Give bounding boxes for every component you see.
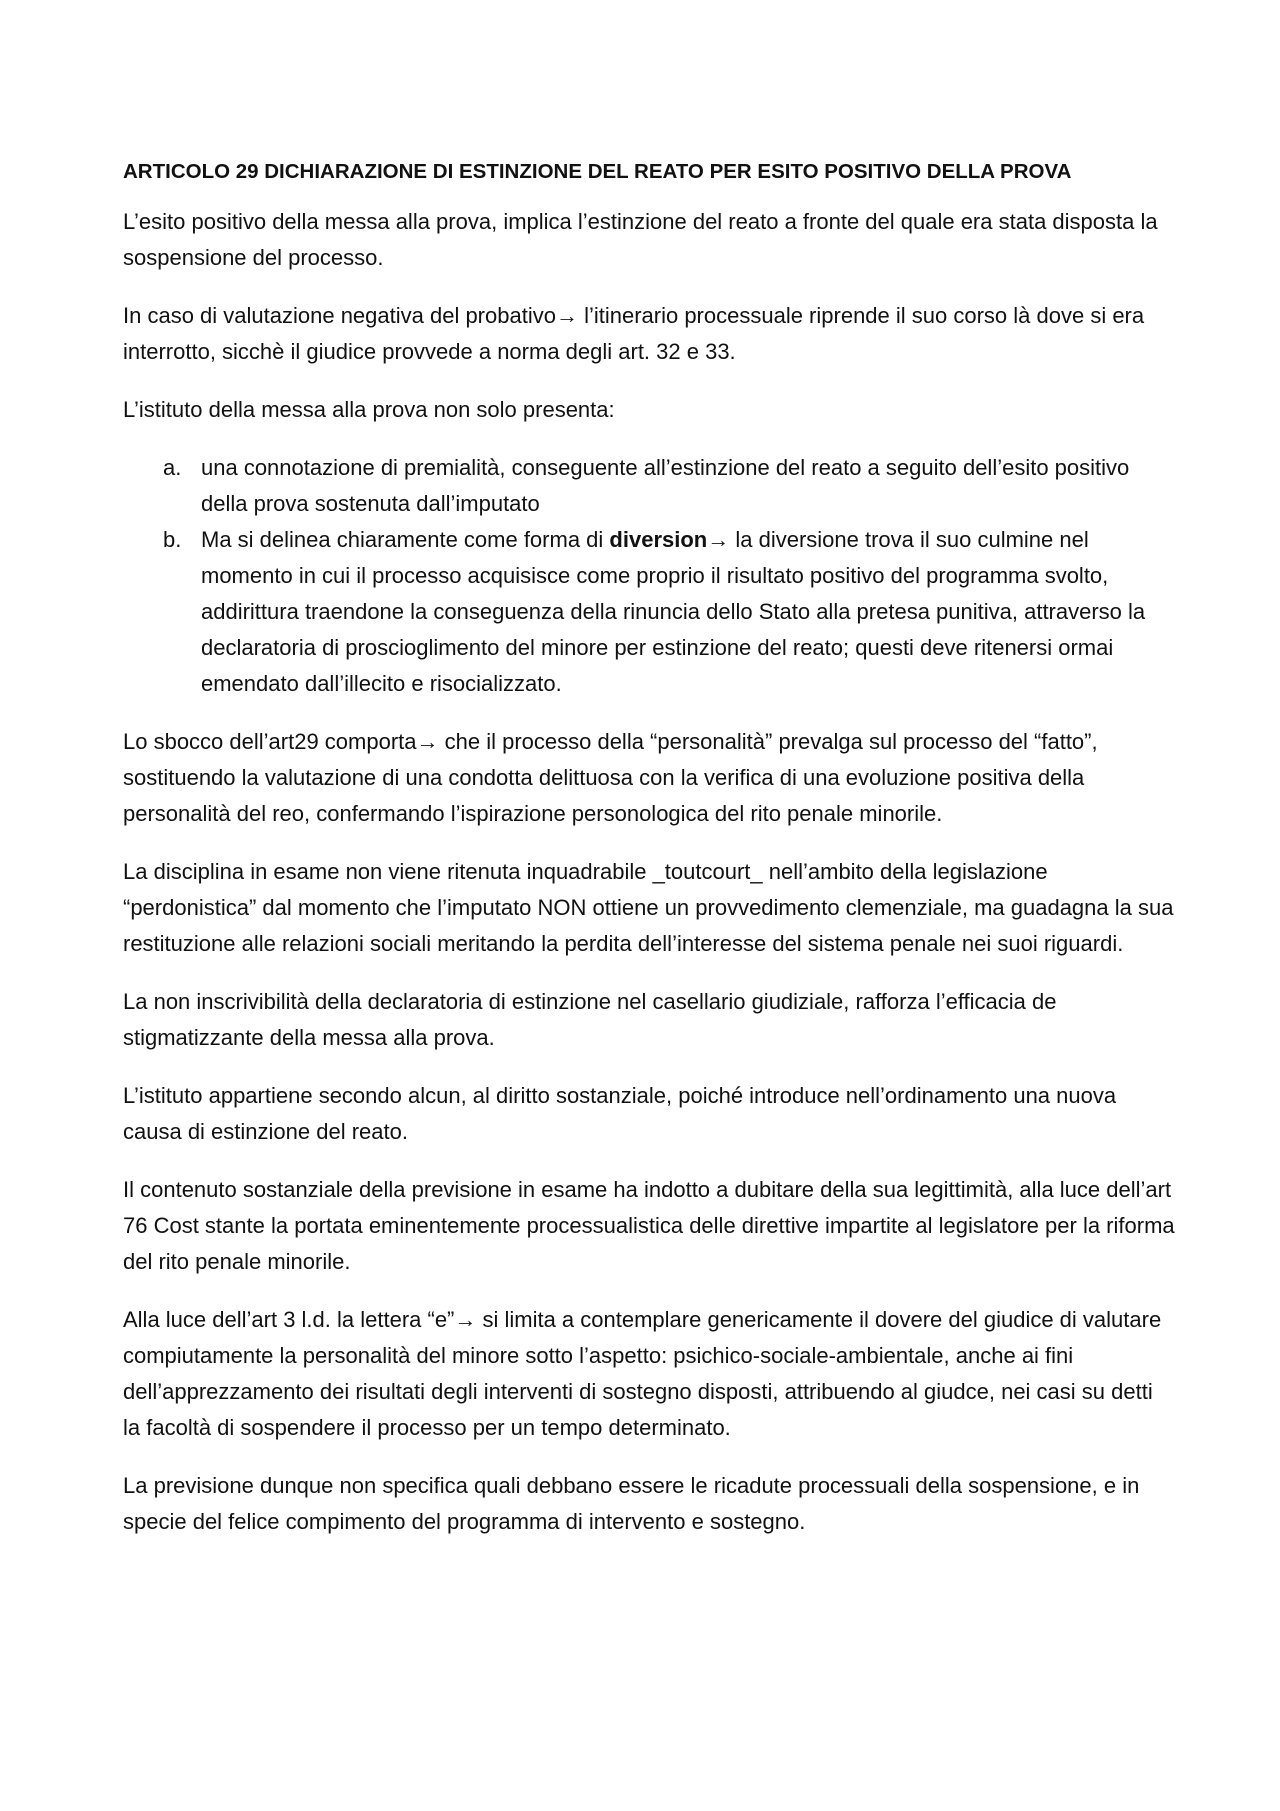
ordered-list	[123, 450, 1175, 702]
list-item-b-bold: diversion	[609, 527, 708, 552]
paragraph-10: La previsione dunque non specifica quali debbano essere le ricadute processuali della sospensione, e in specie del felice compimento del programma di intervento e sostegno.	[123, 1473, 1140, 1534]
paragraph-3: L’istituto della messa alla prova non solo presenta:	[123, 397, 615, 422]
list-marker-b: b.	[163, 527, 182, 552]
paragraph-6: La non inscrivibilità della declaratoria di estinzione nel casellario giudiziale, rafforza l’efficacia de stigmatizzante della messa alla prova.	[123, 989, 1057, 1050]
paragraph-4: Lo sbocco dell’art29 comporta→ che il processo della “personalità” prevalga sul processo del “fatto”, sostituendo la valutazione di una condotta delittuosa con la verifica di una evoluzione positiva della personalità del reo, confermando l’ispirazione personologica del rito penale minorile.	[123, 729, 1098, 826]
paragraph-8: Il contenuto sostanziale della previsione in esame ha indotto a dubitare della sua legittimità, alla luce dell’art 76 Cost stante la portata eminentemente processualistica delle direttive impartite al legislatore per la riforma del rito penale minorile.	[123, 1177, 1175, 1274]
list-item-a	[123, 450, 1175, 522]
list-item-b-text-after: → la diversione trova il suo culmine nel momento in cui il processo acquisisce come proprio il risultato positivo del programma svolto, addirittura traendone la conseguenza della rinuncia dello Stato alla pretesa punitiva, attraverso la declaratoria di proscioglimento del minore per estinzione del reato; questi deve ritenersi ormai emendato dall’illecito e risocializzato.	[201, 527, 1146, 696]
paragraph-9: Alla luce dell’art 3 l.d. la lettera “e”→ si limita a contemplare genericamente il dovere del giudice di valutare compiutamente la personalità del minore sotto l’aspetto: psichico-sociale-ambientale, anche ai fini dell’apprezzamento dei risultati degli interventi di sostegno disposti, attribuendo al giudce, nei casi su detti la facoltà di sospendere il processo per un tempo determinato.	[123, 1307, 1162, 1440]
paragraph-5: La disciplina in esame non viene ritenuta inquadrabile _toutcourt_ nell’ambito della legislazione “perdonistica” dal momento che l’imputato NON ottiene un provvedimento clemenziale, ma guadagna la sua restituzione alle relazioni sociali meritando la perdita dell’interesse del sistema penale nei suoi riguardi.	[123, 859, 1174, 956]
list-marker-a: a.	[163, 455, 182, 480]
document-body	[123, 154, 1175, 1562]
list-item-b	[123, 522, 1175, 702]
paragraph-2: In caso di valutazione negativa del probativo→ l’itinerario processuale riprende il suo corso là dove si era interrotto, sicchè il giudice provvede a norma degli art. 32 e 33.	[123, 303, 1145, 364]
paragraph-1: L’esito positivo della messa alla prova, implica l’estinzione del reato a fronte del quale era stata disposta la sospensione del processo.	[123, 209, 1158, 270]
list-item-a-text: una connotazione di premialità, conseguente all’estinzione del reato a seguito dell’esito positivo della prova sostenuta dall’imputato	[201, 455, 1130, 516]
paragraph-7: L’istituto appartiene secondo alcun, al diritto sostanziale, poiché introduce nell’ordinamento una nuova causa di estinzione del reato.	[123, 1083, 1117, 1144]
list-item-b-text-before: Ma si delinea chiaramente come forma di	[201, 527, 610, 552]
article-heading: ARTICOLO 29 DICHIARAZIONE DI ESTINZIONE DEL REATO PER ESITO POSITIVO DELLA PROVA	[123, 160, 1072, 183]
